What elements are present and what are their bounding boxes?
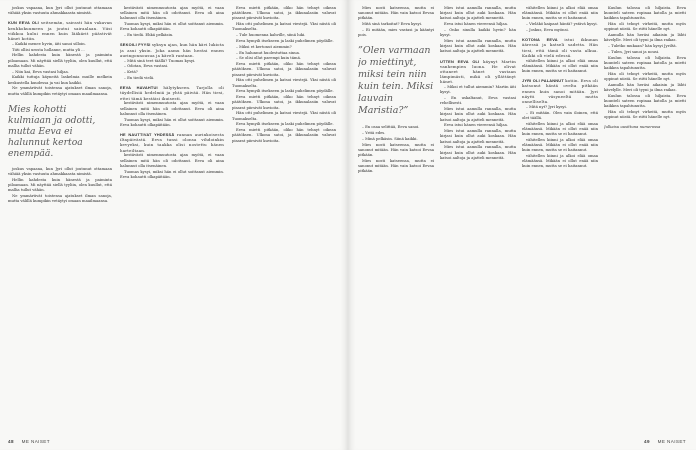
paragraph: Mies nosti katseensa, mutta ei sanonut mitään. Hän vain katsoi Eevaa pitkään. xyxy=(358,159,434,174)
dialogue-line: – Ketä? xyxy=(124,70,138,75)
paragraph: Eeva istui hänen viereensä hiljaa. xyxy=(444,123,509,128)
paragraph: Mies istui aamulla rannalla, mutta kirjasi kuin ollut auki koskaan. Hän katsoi aaltoja ja ajatteli menneitä. xyxy=(440,39,516,54)
right-column-1 xyxy=(358,6,434,430)
paragraph: Eeva mietti pitkään, oliko hän tehnyt oikean päätöksen. Ulkona satoi, ja ikkunalasiin valuvat pisarat piirsivät kuvioita. xyxy=(232,6,336,21)
dialogue-line: – En uskaltanut, Eeva vastasi rehellisesti. xyxy=(440,96,516,106)
magazine-name: ME NAISET xyxy=(21,439,50,444)
paragraph: vähitellen kiinni ja alkoi elää omaa elämäänsä. Mikään ei ollut enää niin kuin ennen, mutta se ei haitannut. xyxy=(522,154,598,169)
paragraph: Hän oli tehnyt virheitä, mutta myös oppinut niistä. Se riitti hänelle nyt. xyxy=(604,72,686,82)
paragraph: Ne ymmärtivät toistensa ajatukset ilman sanoja, mutta välillä kumpikin vetäytyi omaan maailmaansa. xyxy=(8,86,112,96)
paragraph: Aamulla hän heräsi aikaisin ja lähti kävelylle. Meri oli tyyni ja ilma raikas. xyxy=(604,33,686,43)
page-footer xyxy=(8,439,50,444)
dialogue-line: – Yritä edes. xyxy=(362,131,386,136)
dialogue-line: – Vieläkö kaipaat häntä? ystävä kysyi. xyxy=(526,22,598,27)
page-number: 48 xyxy=(8,439,14,444)
paragraph: Hän oli tehnyt virheitä, mutta myös oppinut niistä. Se riitti hänelle nyt. xyxy=(604,110,686,120)
section-lead: JYRI OLI PALANNUT kotiin. Eeva oli katsonut häntä ovelta pitkään ennen kuin sanoi mitään. Jyri näytti väsyneeltä mutta onnelliselta. xyxy=(522,78,598,105)
dialogue-line: – En tiedä. Ehkä pelkäsin. xyxy=(124,33,174,38)
dialogue-line: – Miksi et kertonut aiemmin? xyxy=(236,44,292,49)
left-column-2 xyxy=(120,6,224,430)
dialogue-line: – En halunnut huolestuttaa sinua. xyxy=(236,50,301,55)
page-number: 49 xyxy=(644,439,650,444)
paragraph: joskus vapaana, kun Jyri ollut joutunut ottamaan vähiää yksin vastuuta ahmakkaasta nimistä. xyxy=(8,6,112,16)
paragraph: Tuomas kysyi, miksi hän ei ollut soittanut aiemmin. Eeva kohautti olkapäitään. xyxy=(120,117,224,127)
paragraph: Eeva mietti pitkään, oliko hän tehnyt oikean päätöksen. Ulkona satoi, ja ikkunalasiin valuvat pisarat piirsivät kuvioita. xyxy=(232,95,336,110)
paragraph: Hän otti puhelimen ja katsoi viestejä. Yksi niistä oli Tuomakselta. xyxy=(232,111,336,121)
paragraph: kestävästi nimenmuutosta ajan myötä, ei vaan sellainen mitä hän oli odottanut. Eeva oli aina halunnut olla itsenäinen. xyxy=(120,101,224,116)
paragraph: Hän otti puhelimen ja katsoi viestejä. Yksi niistä oli Tuomakselta. xyxy=(232,22,336,32)
section-lead: EEVA HAVAHTUI hälytykseen. Tarjolla oli täydellisiä hedelmiä ja yhtä päivää. Hän tiesi, ettei tämä kestäisi ikuisesti. xyxy=(120,85,224,101)
paragraph: Mies nosti katseensa, mutta ei sanonut mitään. Hän vain katsoi Eevaa pitkään. xyxy=(358,142,434,158)
dialogue-line: – Joskus, Eeva myönsi. xyxy=(526,28,569,32)
paragraph: Tuomas kysyi, miksi hän ei ollut soittanut aiemmin. Eeva kohautti olkapäitään. xyxy=(120,169,224,179)
right-column-3 xyxy=(522,6,598,430)
section-lead: UTTEN EEVA OLI käynyt Martin vanhempien luona. He olivat ottaneet hänet vastaan lämpimästi, mikä oli yllättänyt hänet. xyxy=(440,58,516,85)
paragraph: Tiiti ollisi urosta hollanne, mutta yli ... xyxy=(12,47,85,52)
dialogue-line: – Kaikki menee hyvin, äiti sanoi silloin. xyxy=(12,41,86,46)
paragraph: Eeva hymyili itsekseen ja laski puhelimen pöydälle. xyxy=(236,89,334,94)
section-lead: SEKOILI FYYSI syksyn ajan, kun hän kävi lukiota ja asui yksin. Joka aamu hän heräsi ennen auringonnousua ja käveli rantaan. xyxy=(120,42,224,58)
paragraph: Ne ymmärtivät toistensa ajatukset ilman sanoja, mutta välillä kumpikin vetäytyi omaan maailmaansa. xyxy=(8,194,112,204)
byline: Julkaisu uusittuna numerossa xyxy=(604,124,661,129)
paragraph: joskus vapaana, kun Jyri ollut joutunut ottamaan vähiää yksin vastuuta ahmakkaasta nimistä. xyxy=(8,166,112,177)
section-lead: KUN EEVA OLI seitsemän, sairasti hän vakavan keuhkokuumeen ja joutui sairaalaan. Viisi viikkoa kului ennen kuin lääkärit päästivät hänet kotiin. xyxy=(8,20,112,42)
paragraph: Mies istui aamulla rannalla, mutta kirjasi kuin ollut auki koskaan. Hän katsoi aaltoja ja ajatteli menneitä. xyxy=(440,107,516,122)
paragraph: Tuomas kysyi, miksi hän ei ollut soittanut aiemmin. Eeva kohautti olkapäitään. xyxy=(120,22,224,32)
dialogue-line: – Mitä sinä teet täällä? Tuomas kysyi. xyxy=(124,58,196,63)
paragraph: Aamulla hän heräsi aikaisin ja lähti kävelylle. Meri oli tyyni ja ilma raikas. xyxy=(604,83,686,93)
right-column-2 xyxy=(440,6,516,430)
section-lead: KOTONA EEVA istui ikkunan ääressä ja katseli sadetta. Hän tiesi, että tämä oli vasta alkua. Kaikki oli vielä edessä. xyxy=(522,37,598,58)
paragraph: Eeva hymyili itsekseen ja laski puhelimen pöydälle. xyxy=(236,39,334,43)
paragraph: Kuulun talossa oli hiljaista. Eeva kuunteli sateen ropinaa katolla ja mietti kaikkea tapahtunutta. xyxy=(604,94,686,109)
paragraph: Mies istui aamulla rannalla, mutta kirjasi kuin ollut auki koskaan. Hän katsoi aaltoja ja ajatteli menneitä. xyxy=(440,129,516,144)
dialogue-line: – Niin kai, Eeva vastasi hiljaa. xyxy=(12,69,69,74)
right-page xyxy=(348,0,696,450)
paragraph: Kaikki tuttuja käyneitä laskelmia muille melkein keskustella kuudessa ja vai kun kaikki. xyxy=(8,75,112,85)
paragraph: kestävästi nimenmuutosta ajan myötä, ei vaan sellainen mitä hän oli odottanut. Eeva oli aina halunnut olla itsenäinen. xyxy=(120,153,224,168)
paragraph: Hellin kahdesta kuin hänestä ja paiminta piloamaan. Mi näyttää siellä tyyliin, olen kuullut, että mallia tullut vähän. xyxy=(8,177,112,193)
paragraph: Hän otti puhelimen ja katsoi viestejä. Yksi niistä oli Tuomakselta. xyxy=(232,78,336,88)
paragraph: Eeva hymyili itsekseen ja laski puhelimen pöydälle. xyxy=(236,122,334,127)
paragraph: Hellin kahdesta kuin hänestä ja paiminta piloamaan. Mi näyttää siellä tyyliin, olen kuullut, että mallia tullut vähän. xyxy=(8,53,112,68)
paragraph: Kuulun talossa oli hiljaista. Eeva kuunteli sateen ropinaa katolla ja mietti kaikkea tapahtunutta. xyxy=(604,55,686,71)
paragraph: Mies istui aamulla rannalla, mutta kirjasi kuin ollut auki koskaan. Hän katsoi aaltoja ja ajatteli menneitä. xyxy=(440,6,516,21)
dialogue-line: – Tule huomenna kahville, siinä luki. xyxy=(236,33,306,38)
dialogue-line: – En osaa selittää, Eeva sanoi. xyxy=(362,125,420,130)
paragraph: Eeva istui hänen viereensä hiljaa. xyxy=(444,22,509,27)
paragraph: kestävästi nimenmuutosta ajan myötä, ei vaan sellainen mitä hän oli odottanut. Eeva oli aina halunnut olla itsenäinen. xyxy=(120,6,224,21)
right-column-4 xyxy=(604,6,686,430)
dialogue-line: Mitä sinä tarkoitat? Eeva kysyi. xyxy=(362,22,422,27)
paragraph: vähitellen kiinni ja alkoi elää omaa elämäänsä. Mikään ei ollut enää niin kuin ennen, mutta se ei haitannut. xyxy=(522,58,598,74)
dialogue-line: – Ei mitään, mies vastasi ja kääntyi pois. xyxy=(358,28,434,38)
dialogue-line: – Ei mitään. Olen vain iloinen, että olet täällä. xyxy=(522,110,598,120)
magazine-name: ME NAISET xyxy=(657,439,686,444)
dialogue-line: – Odotan, Eeva vastasi. xyxy=(124,64,169,69)
dialogue-line: – En tiedä vielä. xyxy=(124,76,155,80)
paragraph: Kuulun talossa oli hiljaista. Eeva kuunteli sateen ropinaa katolla ja mietti kaikkea tapahtunutta. xyxy=(604,6,686,21)
paragraph: vähitellen kiinni ja alkoi elää omaa elämäänsä. Mikään ei ollut enää niin kuin ennen, mutta se ei haitannut. xyxy=(522,121,598,137)
paragraph: Eeva mietti pitkään, oliko hän tehnyt oikean päätöksen. Ulkona satoi, ja ikkunalasiin valuvat pisarat piirsivät kuvioita. xyxy=(232,128,336,143)
paragraph: vähitellen kiinni ja alkoi elää omaa elämäänsä. Mikään ei ollut enää niin kuin ennen, mutta se ei haitannut. xyxy=(522,137,598,153)
paragraph: Mies nosti katseensa, mutta ei sanonut mitään. Hän vain katsoi Eevaa pitkään. xyxy=(358,6,434,21)
dialogue-line: – Mitä nyt? Jyri kysyi. xyxy=(526,104,567,109)
pull-quote: ”Olen varmaan jo miettinyt, miksi tein niin kuin tein. Miksi lauvain Maristia?” xyxy=(358,45,434,117)
page-footer xyxy=(644,439,686,444)
paragraph: vähitellen kiinni ja alkoi elää omaa elämäänsä. Mikään ei ollut enää niin kuin ennen, mutta se ei haitannut. xyxy=(522,6,598,21)
paragraph: Hän oli tehnyt virheitä, mutta myös oppinut niistä. Se riitti hänelle nyt. xyxy=(604,22,686,32)
dialogue-line: – Tuletko mukaan? hän kysyi Jyriltä. xyxy=(608,44,677,49)
paragraph: Eeva mietti pitkään, oliko hän tehnyt oikean päätöksen. Ulkona satoi, ja ikkunalasiin valuvat pisarat piirsivät kuvioita. xyxy=(232,62,336,77)
section-lead: HE NAUTTIVAT YHDESSÄ rannan aurinkoisesta iltapäivästä. Eeva tunsi olonsa vihdoinkin kevyeksi, kuin taakka olisi nostettu hänen harteiltaan. xyxy=(120,132,224,153)
dialogue-line: – Tulen, Jyri sanoi ja nousi. xyxy=(608,50,660,54)
left-column-1 xyxy=(8,6,112,430)
dialogue-line: – Miksi et tullut aiemmin? Martin äiti kysyi. xyxy=(440,85,516,95)
left-column-3 xyxy=(232,6,336,430)
pull-quote: Mies kohotti kulmiaan ja odotti, mutta Eeva ei halunnut kertoa enempää. xyxy=(8,103,96,159)
dialogue-line: – Se olisi ollut parempi kuin tämä. xyxy=(236,56,302,61)
dialogue-line: – Onko sinulla kaikki hyvin? hän kysyi. xyxy=(440,28,516,38)
paragraph: Mies istui aamulla rannalla, mutta kirjasi kuin ollut auki koskaan. Hän katsoi aaltoja ja ajatteli menneitä. xyxy=(440,145,516,160)
dialogue-line: – Minä pelkäsin. Siinä kaikki. xyxy=(362,137,418,141)
